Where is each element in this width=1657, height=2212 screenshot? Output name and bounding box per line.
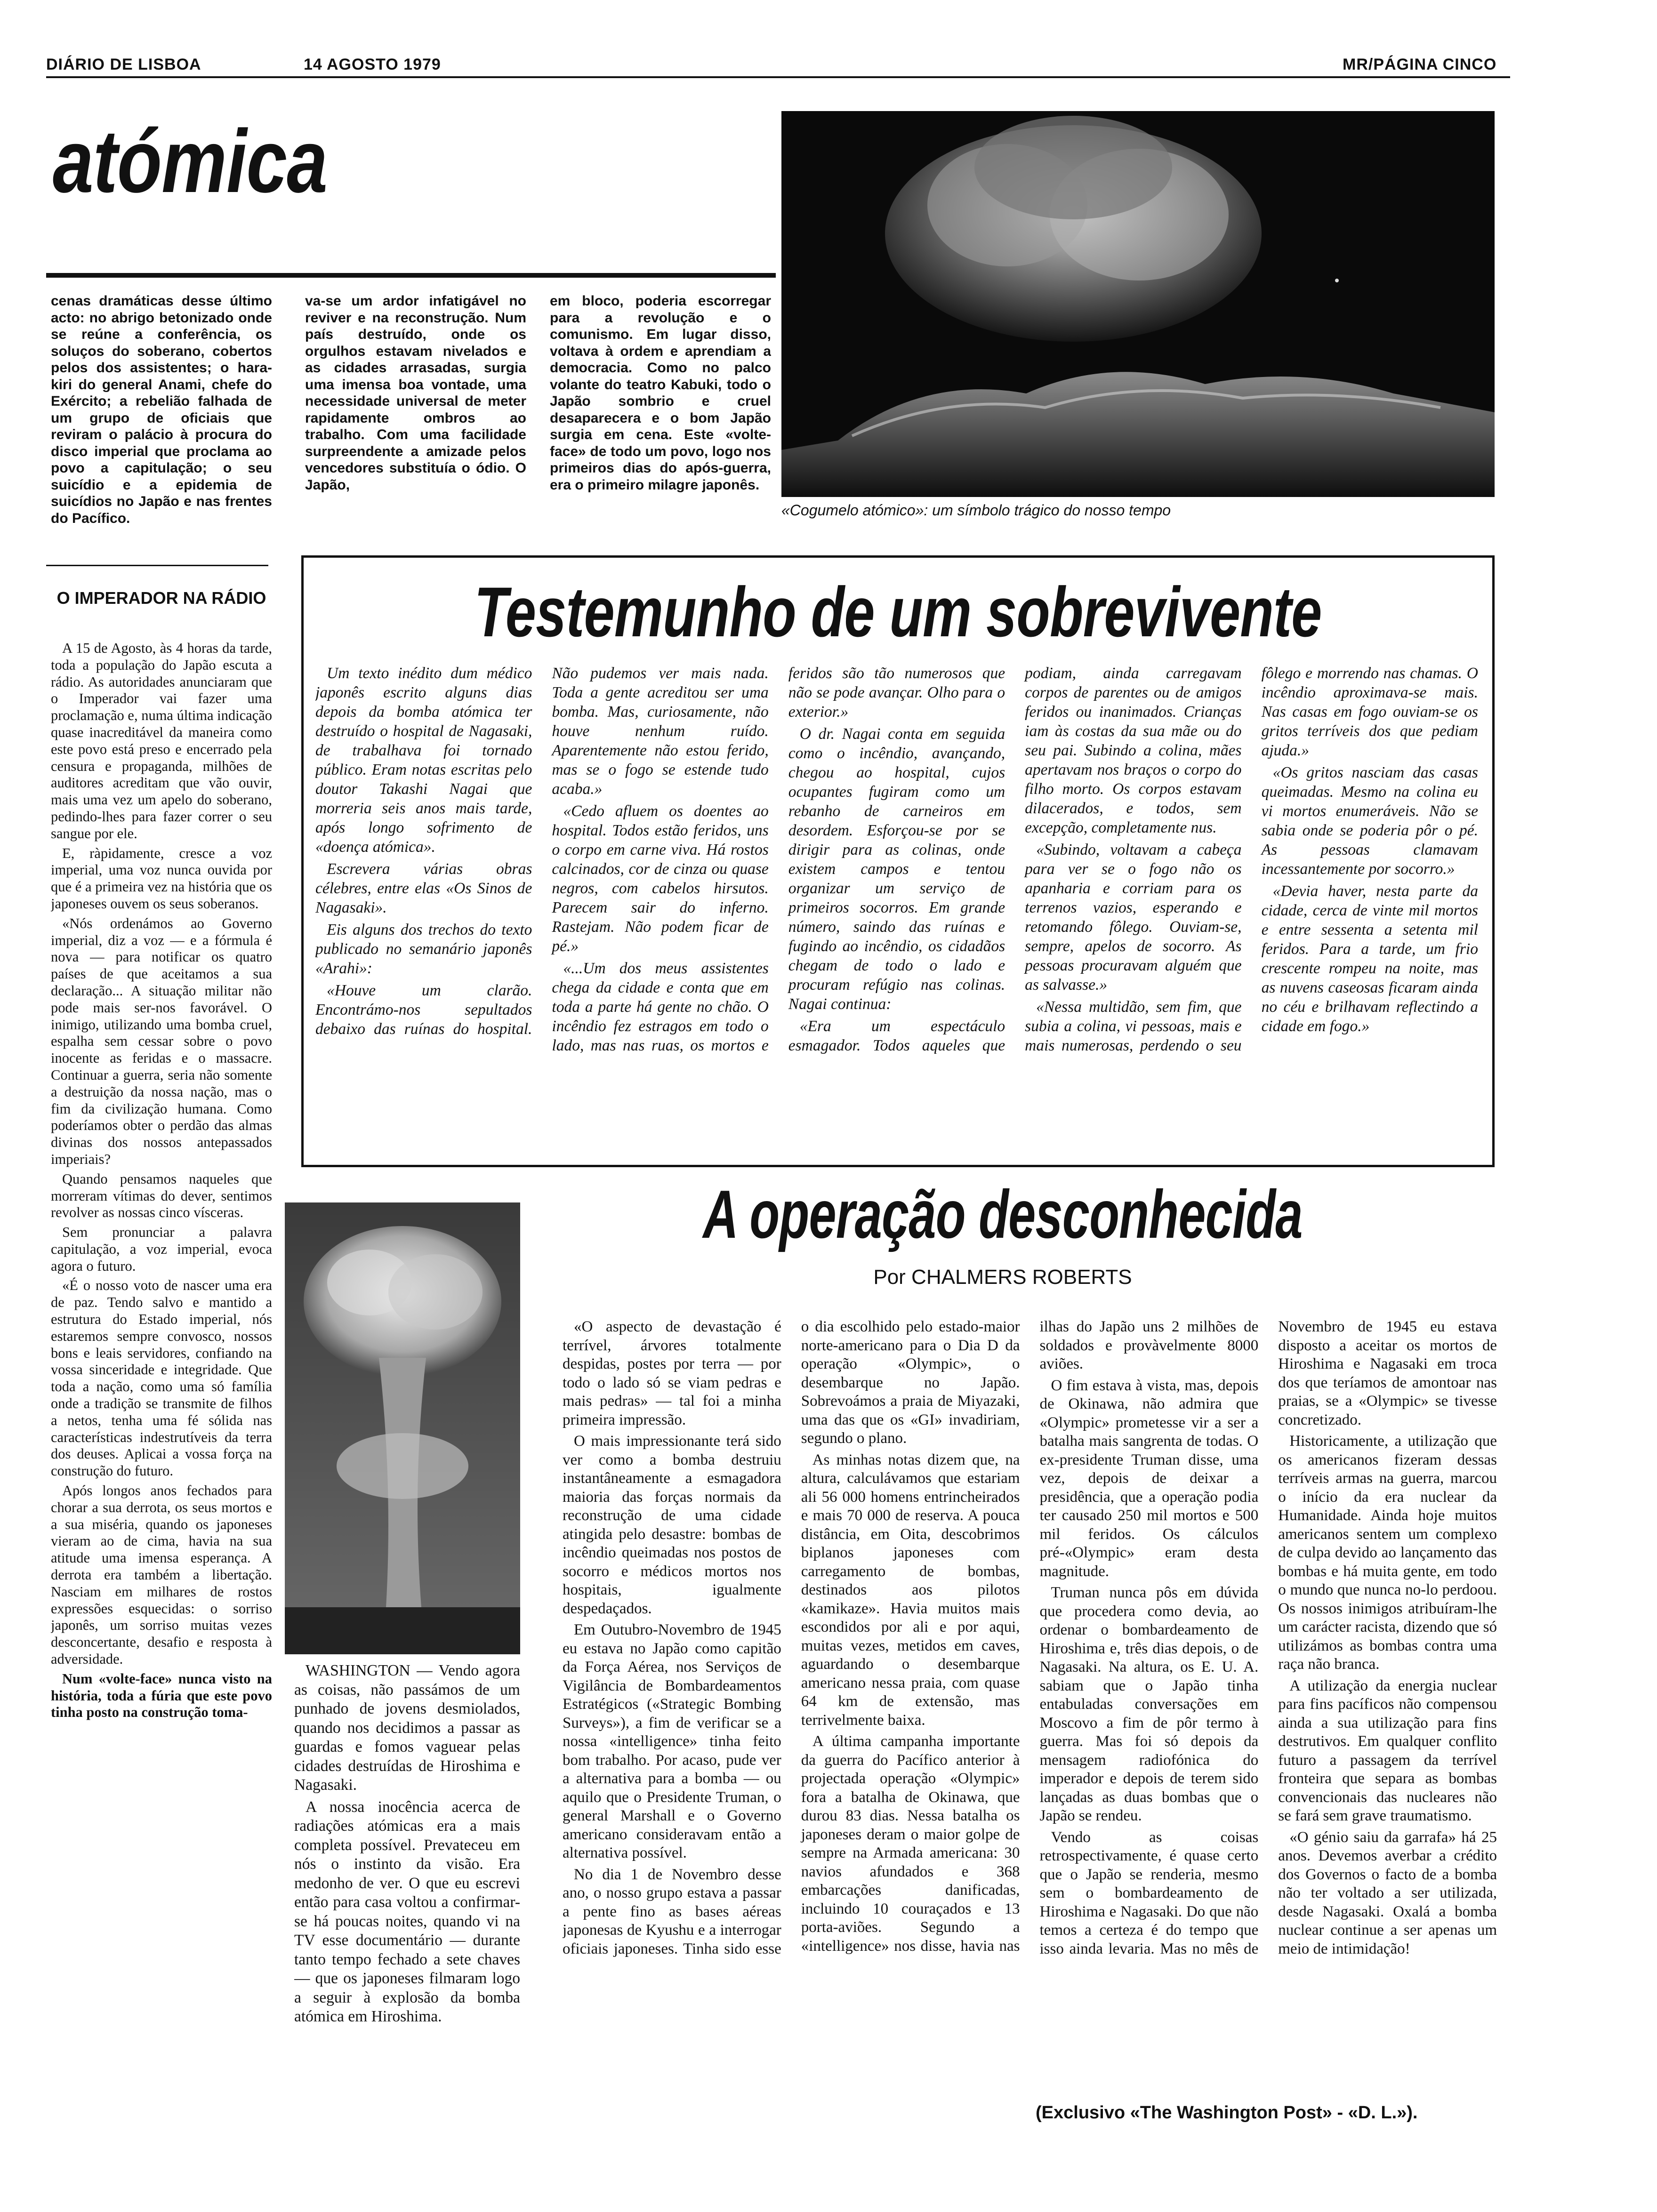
survivor-paragraph: «Devia haver, nesta parte da cidade, cerca de vinte mil mortos e entre sessenta a setenta mil feridos. Para a tarde, um frio crescente rompeu na noite, mas as nuvens caseosas ficaram ainda no céu e brilhavam reflectindo a cidade em fogo.» bbox=[1261, 882, 1478, 1035]
operation-paragraph: WASHINGTON — Vendo agora as coisas, não passámos de um punhado de jovens desmiolados, quando nos decidimos a passar as guardas e fomos vaguear pelas cidades destruídas de Hiroshima e Nagasaki. bbox=[294, 1662, 520, 1794]
mushroom-cloud-photo bbox=[781, 111, 1495, 497]
operation-paragraph: A utilização da energia nuclear para fins pacíficos não compensou ainda a sua utilização para fins destrutivos. Em qualquer conflito futuro a passagem da terrível fronteira que separa as bombas convencionais das nucleares não se fará sem grave traumatismo. bbox=[1278, 1677, 1497, 1824]
survivor-paragraph: «...Um dos meus assistentes chega da cidade e conta que em toda a parte há gente no chão. O incêndio fez estragos em todo o lado, mas nas ruas, os mortos e feridos são tão numerosos que não se pode avançar. Olho para o exterior.» bbox=[552, 665, 1005, 1054]
operation-byline: Por CHALMERS ROBERTS bbox=[873, 1266, 1132, 1289]
left-article-col2: va-se um ardor infatigável no reviver e na reconstrução. Num país destruído, onde os orgulhos estavam nivelados e as cidades arrasadas, surgia uma imensa boa vontade, uma necessidade universal de meter rapidamente ombros ao trabalho. Com uma facilidade surpreendente a amizade pelos vencedores substituía o ódio. O Japão, bbox=[305, 293, 526, 493]
emperor-body bbox=[51, 640, 272, 2123]
operation-paragraph: Historicamente, a utilização que os americanos fizeram dessas terríveis armas na guerra, marcou o início da era nuclear da Humanidade. Ainda hoje muitos americanos sentem um complexo de culpa devido ao lançamento das bombas e há muita gente, em todo o mundo que nunca no-lo perdoou. Os nossos inimigos atribuíram-lhe um carácter racista, dizendo que só utilizámos as bombas contra uma raça não branca. bbox=[1278, 1433, 1497, 1673]
survivor-headline: Testemunho de um sobrevivente bbox=[474, 572, 1322, 651]
operation-footer: (Exclusivo «The Washington Post» - «D. L.»). bbox=[1036, 2103, 1418, 2123]
operation-paragraph: O fim estava à vista, mas, depois de Okinawa, não admira que «Olympic» prometesse vir a ser a batalha mais sangrenta de todas. O ex-presidente Truman disse, uma vez, depois de deixar a presidência, que a operação podia ter causado 250 mil mortos e 500 mil feridos. Os cálculos pré-«Olympic» eram desta magnitude. bbox=[1039, 1377, 1259, 1580]
emperor-paragraph: Após longos anos fechados para chorar a sua derrota, os seus mortos e a sua miséria, quando os japoneses vieram ao de cima, havia na sua atitude uma imensa esperança. A derrota era também a libertação. Nasciam em milhares de rostos expressões esquecidas: o sorriso japonês, um sorriso muitas vezes desconcertante, desafio e resposta à adversidade. bbox=[51, 1483, 272, 1667]
top-photo-caption: «Cogumelo atómico»: um símbolo trágico do nosso tempo bbox=[781, 502, 1171, 519]
newspaper-name: DIÁRIO DE LISBOA bbox=[46, 56, 201, 73]
page-number: MR/PÁGINA CINCO bbox=[1343, 56, 1497, 73]
operation-paragraph: Em Outubro-Novembro de 1945 eu estava no Japão como capitão da Força Aérea, nos Serviços de Vigilância de Bombardeamentos Estratégicos («Strategic Bombing Surveys»), a fim de verificar se a nossa «intelligence» tinha feito bom trabalho. Por acaso, pude ver a alternativa para a bomba — ou aquilo que o Presidente Truman, o general Marshall e o Governo americano consideravam então a alternativa possível. bbox=[563, 1621, 781, 1861]
article-title-fragment: atómica bbox=[53, 112, 328, 211]
survivor-paragraph: «Cedo afluem os doentes ao hospital. Todos estão feridos, uns o corpo em carne viva. Há rostos calcinados, cor de cinza ou quase negros, com cabelos hirsutos. Parecem sair do inferno. Rastejam. Não podem ficar de pé.» bbox=[552, 802, 769, 955]
operation-paragraph: Vendo as coisas retrospectivamente, é quase certo que o Japão se renderia, mesmo sem o bombardeamento de Hiroshima e Nagasaki. Do que não temos a certeza é do tempo que isso ainda levaria. Mas no mês de Novembro de 1945 eu estava disposto a aceitar os mortos de Hiroshima e Nagasaki em troca dos que teríamos de amontoar nas praias, se a «Olympic» se tivesse concretizado. bbox=[1039, 1318, 1497, 1957]
survivor-paragraph: Eis alguns dos trechos do texto publicado no semanário japonês «Arahi»: bbox=[315, 921, 532, 977]
operation-columns bbox=[294, 1661, 520, 2113]
survivor-paragraph: «Era um espectáculo esmagador. Todos aqueles que podiam, ainda carregavam corpos de parentes ou de amigos feridos ou inanimados. Crianças iam às costas da sua mãe ou do seu pai. Subindo a colina, mães apertavam nos braços o corpo do filho morto. Os corpos estavam dilacerados, e todos, sem excepção, completamente nus. bbox=[788, 665, 1242, 1054]
survivor-paragraph: Escrevera várias obras célebres, entre elas «Os Sinos de Nagasaki». bbox=[315, 860, 532, 916]
emperor-subhead: O IMPERADOR NA RÁDIO bbox=[56, 588, 266, 608]
emperor-paragraph: Sem pronunciar a palavra capitulação, a voz imperial, evoca agora o futuro. bbox=[51, 1224, 272, 1274]
survivor-columns bbox=[315, 664, 1478, 1162]
header-rule bbox=[46, 76, 1510, 78]
left-column-rule bbox=[46, 565, 268, 566]
survivor-paragraph: Um texto inédito dum médico japonês escrito alguns dias depois da bomba atómica ter destruído o hospital de Nagasaki, de trabalhava foi tornado público. Eram notas escritas pelo doutor Takashi Nagai que morreria seis anos mais tarde, após longo sofrimento de «doença atómica». bbox=[315, 665, 532, 856]
left-article-col3: em bloco, poderia escorregar para a revolução e o comunismo. Em lugar disso, voltava à ordem e aprendiam a democracia. Como no palco volante do teatro Kabuki, todo o Japão sombrio e cruel desaparecera e o bom Japão surgia em cena. Este «volte-face» de todo um povo, logo nos primeiros dias do após-guerra, era o primeiro milagre japonês. bbox=[550, 293, 771, 493]
operation-paragraph: No dia 1 de Novembro desse ano, o nosso grupo estava a passar a pente fino as bases aéreas japonesas de Kyushu e a interrogar oficiais japoneses. Tinha sido esse o dia escolhido pelo estado-maior norte-americano para o Dia D da operação «Olympic», o desembarque no Japão. Sobrevoámos a praia de Miyazaki, uma das que os «GI» invadiriam, segundo o plano. bbox=[563, 1318, 1020, 1957]
left-article-col1: cenas dramáticas desse último acto: no abrigo betonizado onde se reúne a conferência, os soluços do soberano, cobertos pelos dos assistentes; o hara-kiri do general Anami, chefe do Exército; a rebelião falhada de um grupo de oficiais que reviram o palácio à procura do disco imperial que proclama ao povo a capitulação; o seu suicídio e a epidemia de suicídios no Japão e nas frentes do Pacífico. bbox=[51, 293, 272, 526]
operation-paragraph: Truman nunca pôs em dúvida que procedera como devia, ao ordenar o bombardeamento de Hiroshima e, três dias depois, o de Nagasaki. Na altura, os E. U. A. sabiam que o Japão tinha entabuladas conversações em Moscovo a fim de pôr termo à guerra. Mas foi só depois da mensagem radiofónica do imperador e depois de terem sido lançadas as duas bombas que o Japão se rendeu. bbox=[1039, 1584, 1259, 1824]
operation-headline: A operação desconhecida bbox=[703, 1176, 1303, 1252]
operation-paragraph: «O aspecto de devastação é terrível, árvores totalmente despidas, postes por terra — por todo o lado só se viam pedras e mais pedras» — tal foi a minha primeira impressão. bbox=[563, 1318, 781, 1428]
survivor-paragraph: «Subindo, voltavam a cabeça para ver se o fogo não os apanharia e corriam para os terrenos vazios, esperando e retomando fôlego. Ouviam-se, sempre, apelos de socorro. As pessoas procuravam alguém que as salvasse.» bbox=[1025, 841, 1242, 994]
survivor-paragraph: «Houve um clarão. Encontrámo-nos sepultados debaixo das ruínas do hospital. Não pudemos ver mais nada. Toda a gente acreditou ser uma bomba. Mas, curiosamente, não houve nenhum ruído. Aparentemente não estou ferido, mas se o fogo se estende tudo acaba.» bbox=[315, 665, 769, 1038]
operation-columns-main bbox=[563, 1318, 1497, 2071]
title-rule bbox=[46, 273, 776, 278]
emperor-paragraph: Quando pensamos naqueles que morreram vítimas do dever, sentimos revolver as nossas cinco vísceras. bbox=[51, 1170, 272, 1221]
survivor-paragraph: O dr. Nagai conta em seguida como o incêndio, avançando, chegou ao hospital, cujos ocupantes fugiram como um rebanho de carneiros em desordem. Esforçou-se por se dirigir para as colinas, onde existem campos e tentou organizar um serviço de primeiros socorros. Em grande número, saindo das ruínas e fugindo ao incêndio, os cidadãos chegam de todo o lado e procuram refúgio nas colinas. Nagai continua: bbox=[788, 725, 1005, 1013]
operation-paragraph: «O génio saiu da garrafa» há 25 anos. Devemos averbar a crédito dos Governos o facto de a bomba não ter voltado a ser utilizada, desde Nagasaki. Oxalá a bomba nuclear continue a ser apenas um meio de intimidação! bbox=[1278, 1828, 1497, 1957]
operation-paragraph: A última campanha importante da guerra do Pacífico anterior à projectada operação «Olympic» fora a batalha de Okinawa, que durou 83 dias. Nessa batalha os japoneses deram o maior golpe de sempre na Armada americana: 30 navios afundados e 368 embarcações danificadas, incluindo 10 couraçados e 13 porta-aviões. Segundo a «intelligence» nos disse, havia nas ilhas do Japão uns 2 milhões de soldados e provàvelmente 8000 aviões. bbox=[801, 1318, 1259, 1955]
hiroshima-cloud-photo bbox=[285, 1202, 520, 1654]
emperor-paragraph: «É o nosso voto de nascer uma era de paz. Tendo salvo e mantido a estrutura do Estado imperial, nós estaremos sempre convosco, nossos bons e leais servidores, confiando na vossa sinceridade e integridade. Que toda a nação, como uma só família onde a tradição se transmite de filhos a netos, tenha uma fé sólida nas características indestrutíveis da terra dos deuses. Aplicai a vossa força na construção do futuro. bbox=[51, 1277, 272, 1479]
survivor-paragraph: «Nessa multidão, sem fim, que subia a colina, vi pessoas, mais e mais numerosas, perdendo o seu fôlego e morrendo nas chamas. O incêndio aproximava-se mais. Nas casas em fogo ouviam-se os gritos terríveis dos que pediam ajuda.» bbox=[1025, 665, 1478, 1054]
emperor-paragraph: E, ràpidamente, cresce a voz imperial, uma voz nunca ouvida por que é a primeira vez na história que os japoneses ouvem os seus soberanos. bbox=[51, 845, 272, 912]
issue-date: 14 AGOSTO 1979 bbox=[304, 56, 441, 73]
survivor-paragraph: «Os gritos nasciam das casas queimadas. Mesmo na colina eu vi mortos enumeráveis. Não se sabia onde se poderia pôr o pé. As pessoas clamavam incessantemente por socorro.» bbox=[1261, 764, 1478, 878]
emperor-paragraph: «Nós ordenámos ao Governo imperial, diz a voz — e a fórmula é nova — para notificar os quatro países de que aceitamos a sua declaração... A situação militar não pode mais ser-nos favorável. O inimigo, utilizando uma bomba cruel, espalha sem cessar sobre o povo inocente as feridas e o massacre. Continuar a guerra, seria não somente a destruição da nossa nação, mas o fim da civilização humana. Como poderíamos obter o perdão das almas divinas dos nossos antepassados imperiais? bbox=[51, 915, 272, 1167]
emperor-paragraph: A 15 de Agosto, às 4 horas da tarde, toda a população do Japão escuta a rádio. As autoridades anunciaram que o Imperador vai fazer uma proclamação e, numa última indicação quase inacreditável da maneira como este povo está preso e encerrado pela censura e propaganda, milhões de auditores acreditam que vão ouvir, mais uma vez um apelo do soberano, pedindo-lhes para fazer correr o seu sangue por ele. bbox=[51, 640, 272, 842]
operation-paragraph: A nossa inocência acerca de radiações atómicas era a mais completa possível. Prevateceu em nós o instinto da visão. Era medonho de ver. O que eu escrevi então para casa voltou a confirmar-se há poucas noites, quando vi na TV esse documentário — durante tanto tempo fechado a sete chaves — que os japoneses filmaram logo a seguir à explosão da bomba atómica em Hiroshima. bbox=[294, 1798, 520, 2025]
emperor-paragraph: Num «volte-face» nunca visto na história, toda a fúria que este povo tinha posto na construção toma- bbox=[51, 1670, 272, 1721]
operation-paragraph: O mais impressionante terá sido ver como a bomba destruiu instantâneamente a esmagadora maioria das forças normais da reconstrução de uma cidade atingida pelo desastre: bombas de incêndio queimadas nos postos de socorro e médicos mortos nos hospitais, igualmente despedaçados. bbox=[563, 1433, 781, 1617]
operation-paragraph: As minhas notas dizem que, na altura, calculávamos que estariam ali 56 000 homens entrincheirados e mais 70 000 de reserva. A pouca distância, em Oita, descobrimos biplanos japoneses com carregamento de bombas, destinados aos pilotos «kamikaze». Havia muitos mais escondidos por ali e por aqui, muitas vezes, metidos em caves, aguardando o desembarque americano nessa praia, com quase 64 km de extensão, mas terrivelmente baixa. bbox=[801, 1451, 1020, 1729]
